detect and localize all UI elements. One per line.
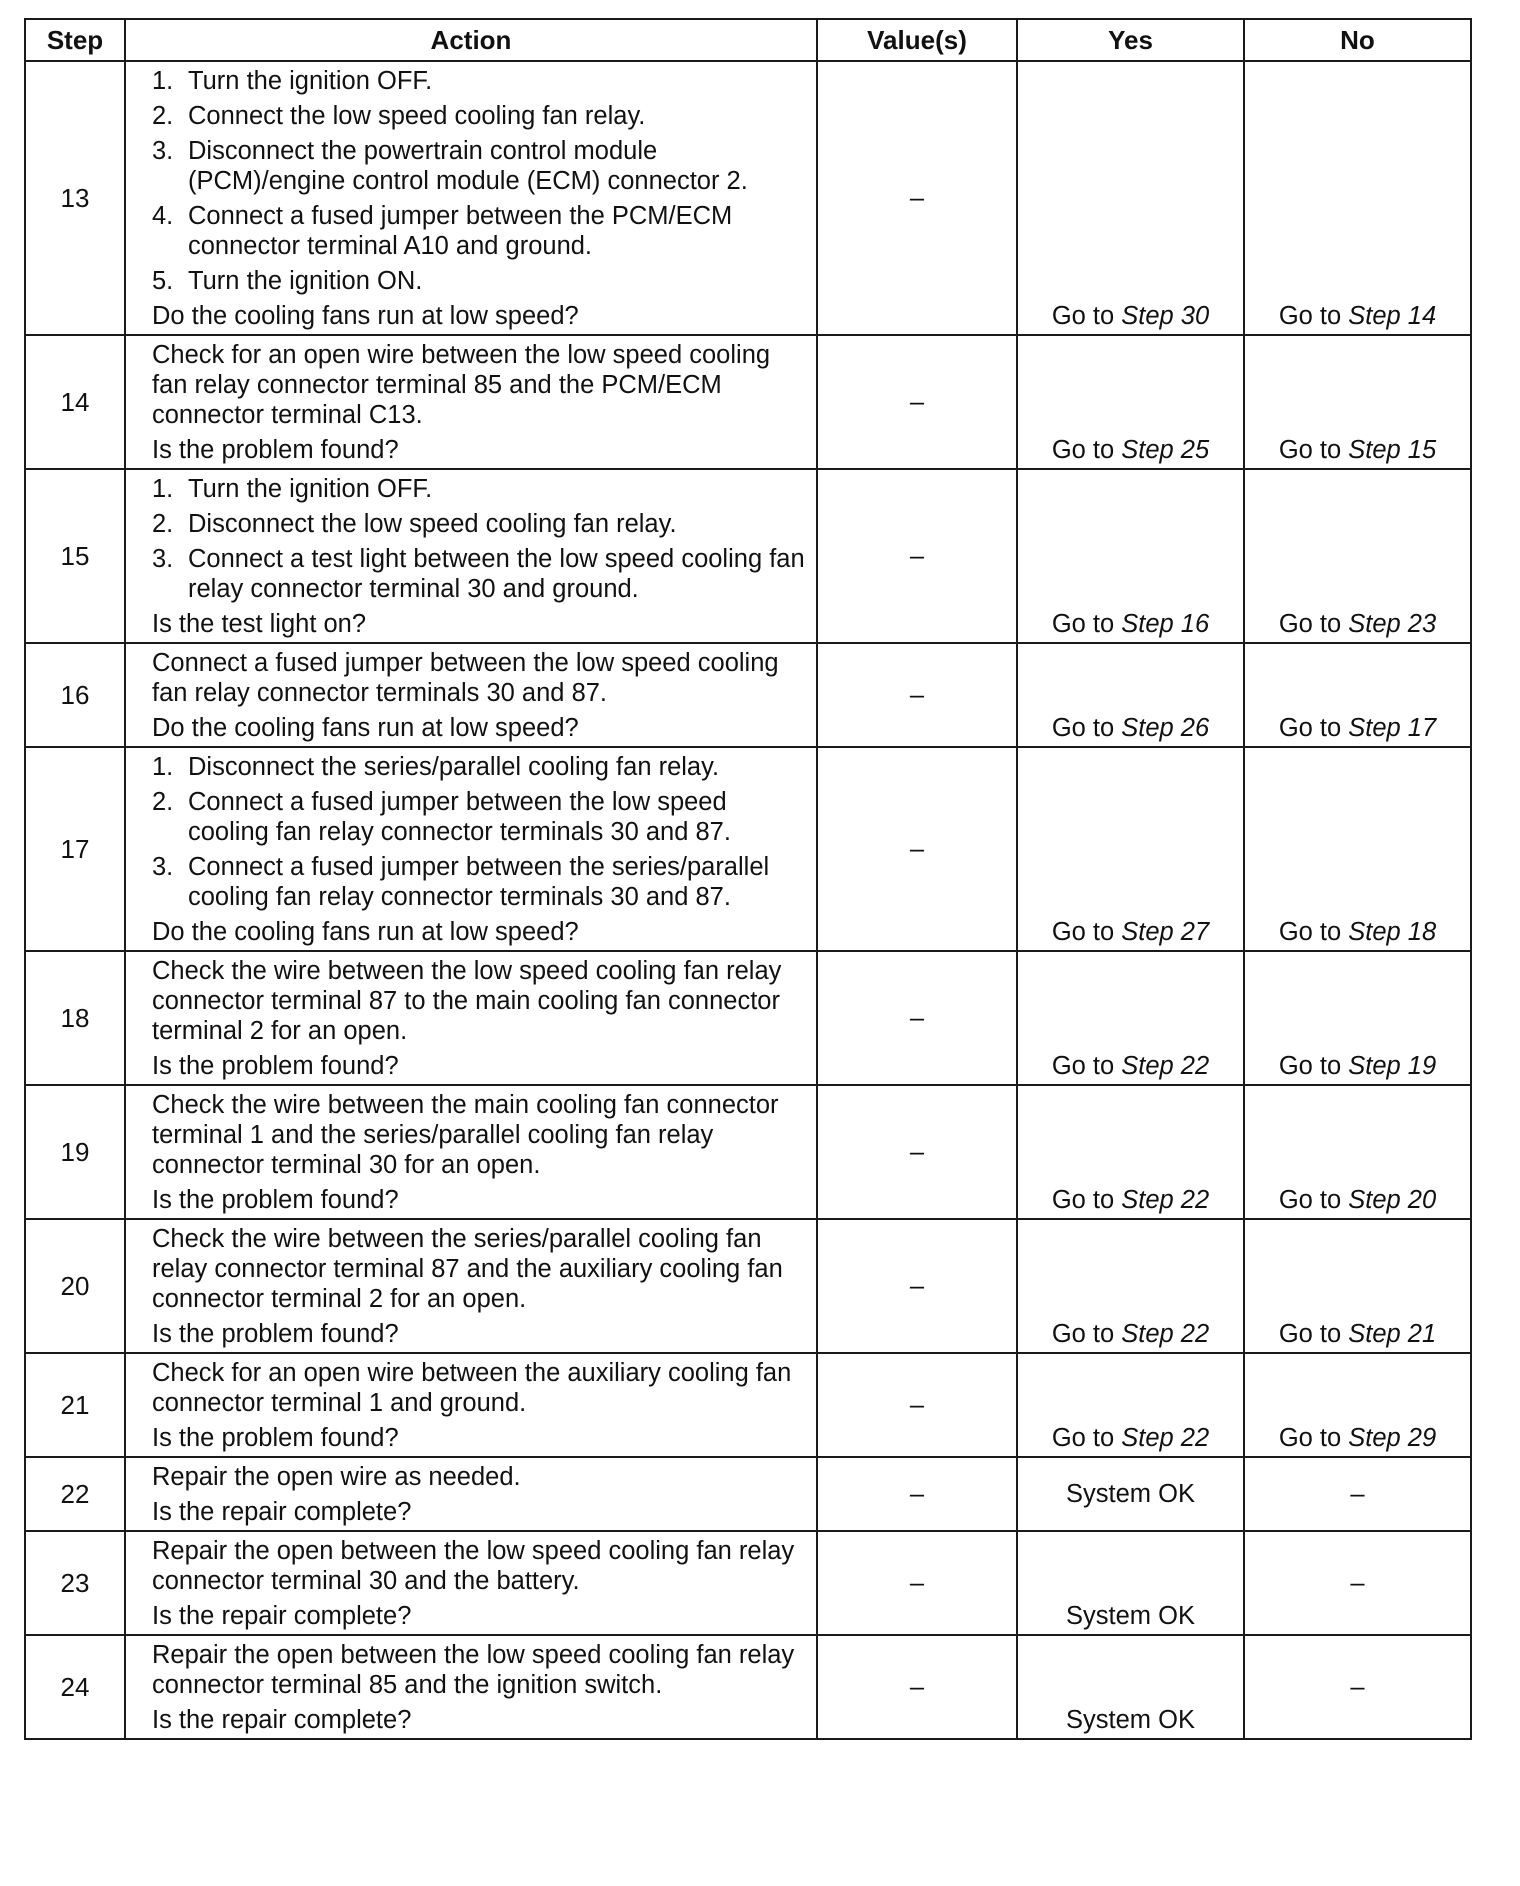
no-cell: Go to Step 20 bbox=[1244, 1085, 1471, 1219]
no-step-link: Step 18 bbox=[1348, 918, 1437, 946]
yes-step-link: Step 26 bbox=[1121, 714, 1210, 742]
table-row bbox=[25, 951, 1471, 1085]
action-text: Check the wire between the series/parallel cooling fan relay connector terminal 87 and the auxiliary cooling fan connector terminal 2 for an open. bbox=[152, 1225, 783, 1313]
no-step-link: Step 29 bbox=[1348, 1424, 1437, 1452]
action-question: Do the cooling fans run at low speed? bbox=[152, 918, 579, 946]
yes-step-link: Step 25 bbox=[1121, 436, 1210, 464]
step-number: 15 bbox=[25, 469, 125, 643]
header-step: Step bbox=[25, 19, 125, 61]
table-row bbox=[25, 1085, 1471, 1219]
table-row bbox=[25, 643, 1471, 747]
value-cell: – bbox=[817, 643, 1017, 747]
value-cell: – bbox=[817, 951, 1017, 1085]
step-number: 20 bbox=[25, 1219, 125, 1353]
step-number: 21 bbox=[25, 1353, 125, 1457]
table-row bbox=[25, 469, 1471, 643]
action-text: Repair the open between the low speed cooling fan relay connector terminal 30 and the battery. bbox=[152, 1537, 795, 1595]
no-cell: Go to Step 14 bbox=[1244, 61, 1471, 335]
yes-cell: System OK bbox=[1017, 1635, 1244, 1739]
action-cell: 1. Disconnect the series/parallel cooling fan relay. 2. Connect a fused jumper between the low speed cooling fan relay connector terminals 30 and 87. 3. Connect a fused jumper between the series/parallel cooling fan relay connector terminals 30 and 87. Do the cooling fans run at low speed? bbox=[125, 747, 817, 951]
yes-cell: Go to Step 25 bbox=[1017, 335, 1244, 469]
no-step-link: Step 14 bbox=[1348, 302, 1437, 330]
no-cell: Go to Step 23 bbox=[1244, 469, 1471, 643]
action-item: Connect a fused jumper between the series/parallel cooling fan relay connector terminals 30 and 87. bbox=[188, 853, 770, 911]
no-step-link: Step 23 bbox=[1348, 610, 1437, 638]
no-cell: Go to Step 19 bbox=[1244, 951, 1471, 1085]
value-cell: – bbox=[817, 61, 1017, 335]
no-cell: Go to Step 18 bbox=[1244, 747, 1471, 951]
action-item: Connect a fused jumper between the low speed cooling fan relay connector terminals 30 and 87. bbox=[188, 788, 731, 846]
value-cell: – bbox=[817, 1531, 1017, 1635]
action-text: Check for an open wire between the auxiliary cooling fan connector terminal 1 and ground. bbox=[152, 1359, 792, 1417]
action-cell bbox=[125, 951, 817, 1085]
action-question: Do the cooling fans run at low speed? bbox=[152, 302, 579, 330]
action-cell bbox=[125, 1353, 817, 1457]
action-item: Disconnect the low speed cooling fan relay. bbox=[188, 510, 677, 538]
value-cell: – bbox=[817, 1219, 1017, 1353]
yes-cell: Go to Step 30 bbox=[1017, 61, 1244, 335]
yes-step-link: Step 22 bbox=[1121, 1320, 1210, 1348]
action-question: Is the problem found? bbox=[152, 436, 399, 464]
action-cell bbox=[125, 1635, 817, 1739]
step-number: 24 bbox=[25, 1635, 125, 1739]
yes-step-link: Step 22 bbox=[1121, 1424, 1210, 1452]
no-cell: – bbox=[1244, 1635, 1471, 1739]
table-row bbox=[25, 335, 1471, 469]
no-cell: – bbox=[1244, 1457, 1471, 1531]
action-cell bbox=[125, 1219, 817, 1353]
action-question: Is the repair complete? bbox=[152, 1602, 412, 1630]
no-cell: Go to Step 15 bbox=[1244, 335, 1471, 469]
action-text: Repair the open between the low speed cooling fan relay connector terminal 85 and the ignition switch. bbox=[152, 1641, 795, 1699]
yes-cell: Go to Step 22 bbox=[1017, 951, 1244, 1085]
action-question: Is the problem found? bbox=[152, 1052, 399, 1080]
action-item: Connect a fused jumper between the PCM/ECM connector terminal A10 and ground. bbox=[188, 202, 733, 260]
header-row bbox=[25, 19, 1471, 61]
step-number: 19 bbox=[25, 1085, 125, 1219]
action-question: Do the cooling fans run at low speed? bbox=[152, 714, 579, 742]
action-question: Is the problem found? bbox=[152, 1186, 399, 1214]
yes-step-link: Step 16 bbox=[1121, 610, 1210, 638]
value-cell: – bbox=[817, 1353, 1017, 1457]
yes-step-link: Step 30 bbox=[1121, 302, 1210, 330]
value-cell: – bbox=[817, 335, 1017, 469]
step-number: 17 bbox=[25, 747, 125, 951]
no-cell: Go to Step 29 bbox=[1244, 1353, 1471, 1457]
action-question: Is the repair complete? bbox=[152, 1498, 412, 1526]
yes-cell: Go to Step 27 bbox=[1017, 747, 1244, 951]
action-cell bbox=[125, 335, 817, 469]
no-step-link: Step 21 bbox=[1348, 1320, 1437, 1348]
action-question: Is the problem found? bbox=[152, 1424, 399, 1452]
yes-step-link: Step 27 bbox=[1121, 918, 1210, 946]
action-item: Disconnect the powertrain control module (PCM)/engine control module (ECM) connector 2. bbox=[188, 137, 748, 195]
action-cell bbox=[125, 643, 817, 747]
value-cell: – bbox=[817, 469, 1017, 643]
yes-cell: Go to Step 22 bbox=[1017, 1085, 1244, 1219]
yes-cell: System OK bbox=[1017, 1531, 1244, 1635]
value-cell: – bbox=[817, 1457, 1017, 1531]
yes-cell: Go to Step 16 bbox=[1017, 469, 1244, 643]
step-number: 13 bbox=[25, 61, 125, 335]
step-number: 23 bbox=[25, 1531, 125, 1635]
action-cell bbox=[125, 1085, 817, 1219]
no-step-link: Step 19 bbox=[1348, 1052, 1437, 1080]
value-cell: – bbox=[817, 1085, 1017, 1219]
action-cell bbox=[125, 1531, 817, 1635]
value-cell: – bbox=[817, 1635, 1017, 1739]
action-text: Check for an open wire between the low speed cooling fan relay connector terminal 85 and the PCM/ECM connector terminal C13. bbox=[152, 341, 771, 429]
table-row bbox=[25, 1531, 1471, 1635]
action-item: Turn the ignition OFF. bbox=[188, 67, 433, 95]
action-question: Is the repair complete? bbox=[152, 1706, 412, 1734]
header-no: No bbox=[1244, 19, 1471, 61]
no-cell: – bbox=[1244, 1531, 1471, 1635]
action-text: Check the wire between the low speed cooling fan relay connector terminal 87 to the main cooling fan connector terminal 2 for an open. bbox=[152, 957, 782, 1045]
header-action: Action bbox=[125, 19, 817, 61]
table-row bbox=[25, 1635, 1471, 1739]
action-item: Connect the low speed cooling fan relay. bbox=[188, 102, 646, 130]
header-yes: Yes bbox=[1017, 19, 1244, 61]
step-number: 22 bbox=[25, 1457, 125, 1531]
action-text: Repair the open wire as needed. bbox=[152, 1463, 521, 1491]
value-cell: – bbox=[817, 747, 1017, 951]
diagnostic-table bbox=[24, 18, 1472, 1740]
action-cell: 1. Turn the ignition OFF. 2. Disconnect the low speed cooling fan relay. 3. Connect a test light between the low speed cooling fan relay connector terminal 30 and ground. Is the test light on? bbox=[125, 469, 817, 643]
no-step-link: Step 17 bbox=[1348, 714, 1437, 742]
action-question: Is the test light on? bbox=[152, 610, 367, 638]
no-step-link: Step 15 bbox=[1348, 436, 1437, 464]
action-question: Is the problem found? bbox=[152, 1320, 399, 1348]
action-item: Turn the ignition ON. bbox=[188, 267, 423, 295]
step-number: 18 bbox=[25, 951, 125, 1085]
action-item: Connect a test light between the low speed cooling fan relay connector terminal 30 and ground. bbox=[188, 545, 805, 603]
step-number: 16 bbox=[25, 643, 125, 747]
action-item: Disconnect the series/parallel cooling fan relay. bbox=[188, 753, 720, 781]
table-row bbox=[25, 1457, 1471, 1531]
table-row bbox=[25, 1353, 1471, 1457]
yes-cell: Go to Step 26 bbox=[1017, 643, 1244, 747]
no-cell: Go to Step 17 bbox=[1244, 643, 1471, 747]
yes-step-link: Step 22 bbox=[1121, 1186, 1210, 1214]
action-text: Connect a fused jumper between the low speed cooling fan relay connector terminals 30 and 87. bbox=[152, 649, 779, 707]
table-row bbox=[25, 747, 1471, 951]
table-row bbox=[25, 1219, 1471, 1353]
action-cell: 1. Turn the ignition OFF. 2. Connect the low speed cooling fan relay. 3. Disconnect the powertrain control module (PCM)/engine control module (ECM) connector 2. 4. Connect a fused jumper between the PCM/ECM connector terminal A10 and ground. 5. Turn the ignition ON. Do the cooling fans run at low speed? bbox=[125, 61, 817, 335]
action-cell bbox=[125, 1457, 817, 1531]
header-values: Value(s) bbox=[817, 19, 1017, 61]
no-cell: Go to Step 21 bbox=[1244, 1219, 1471, 1353]
action-item: Turn the ignition OFF. bbox=[188, 475, 433, 503]
yes-cell: System OK bbox=[1017, 1457, 1244, 1531]
table-row bbox=[25, 61, 1471, 335]
action-text: Check the wire between the main cooling fan connector terminal 1 and the series/parallel cooling fan relay connector terminal 30 for an open. bbox=[152, 1091, 779, 1179]
yes-step-link: Step 22 bbox=[1121, 1052, 1210, 1080]
no-step-link: Step 20 bbox=[1348, 1186, 1437, 1214]
yes-cell: Go to Step 22 bbox=[1017, 1219, 1244, 1353]
yes-cell: Go to Step 22 bbox=[1017, 1353, 1244, 1457]
step-number: 14 bbox=[25, 335, 125, 469]
